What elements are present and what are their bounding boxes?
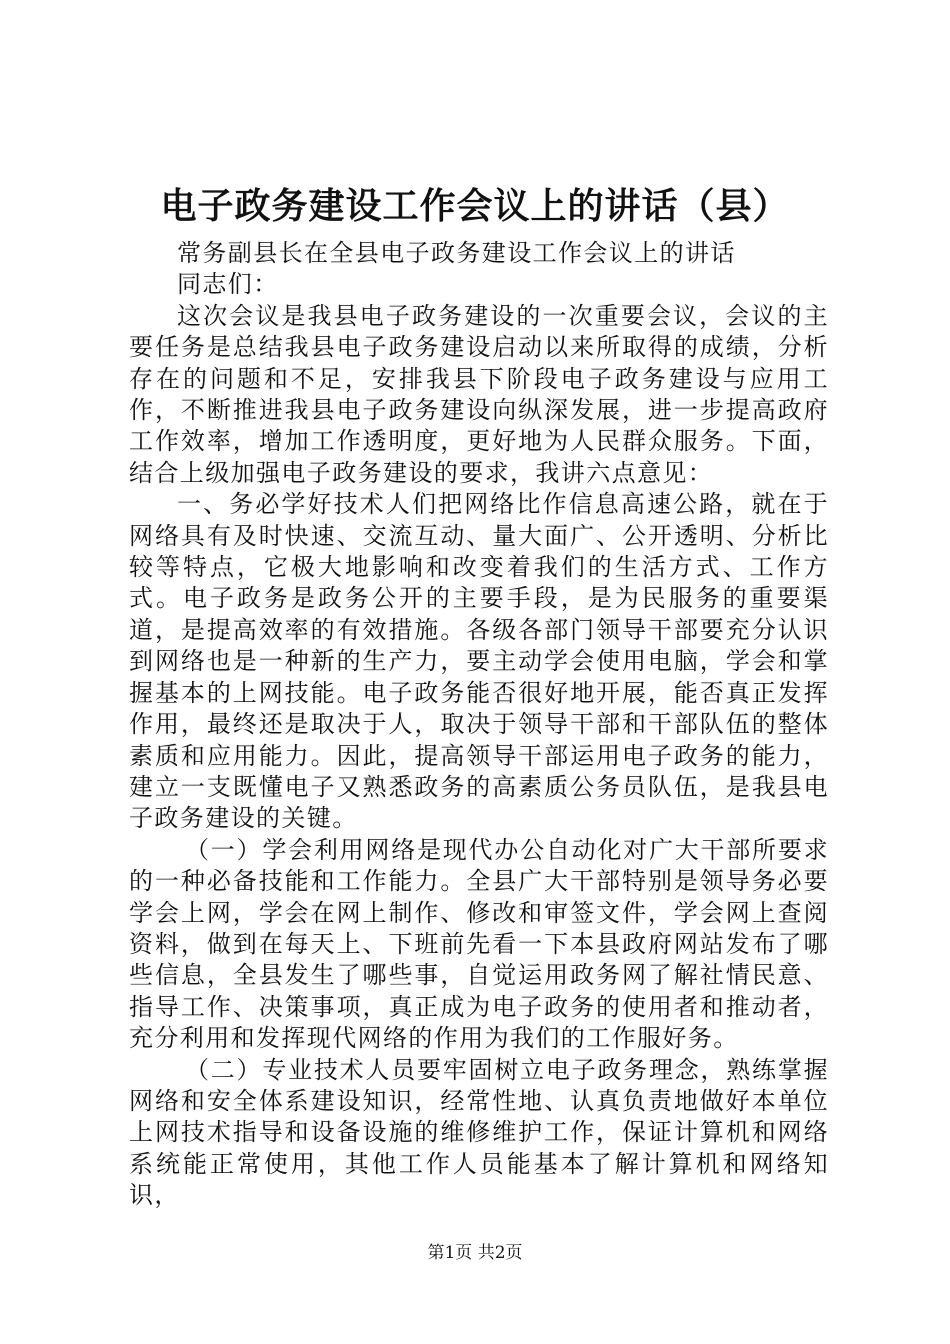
salutation: 同志们： — [177, 270, 279, 299]
body-paragraph-subsection-2: （二）专业技术人员要牢固树立电子政务理念，熟练掌握网络和安全体系建设知识，经常性地、认真负责地做好本单位上网技术指导和设备设施的维修维护工作，保证计算机和网络系统能正常使用，其他工作人员能基本了解计算机和网络知识， — [129, 1055, 829, 1210]
document-body — [129, 238, 829, 1212]
page-number-footer: 第1页 共2页 — [427, 1243, 523, 1263]
body-paragraph-intro: 这次会议是我县电子政务建设的一次重要会议，会议的主要任务是总结我县电子政务建设启动以来所取得的成绩，分析存在的问题和不足，安排我县下阶段电子政务建设与应用工作，不断推进我县电子政务建设向纵深发展，进一步提高政府工作效率，增加工作透明度，更好地为人民群众服务。下面，结合上级加强电子政务建设的要求，我讲六点意见： — [129, 301, 829, 487]
body-paragraph-subsection-1: （一）学会利用网络是现代办公自动化对广大干部所要求的一种必备技能和工作能力。全县广大干部特别是领导务必要学会上网，学会在网上制作、修改和审签文件，学会网上查阅资料，做到在每天上、下班前先看一下本县政府网站发布了哪些信息，全县发生了哪些事，自觉运用政务网了解社情民意、指导工作、决策事项，真正成为电子政务的使用者和推动者，充分利用和发挥现代网络的作用为我们的工作服好务。 — [129, 835, 829, 1053]
document-title: 电子政务建设工作会议上的讲话（县） — [160, 185, 790, 227]
speech-subtitle: 常务副县长在全县电子政务建设工作会议上的讲话 — [177, 239, 736, 267]
body-paragraph-section-1: 一、务必学好技术人们把网络比作信息高速公路，就在于网络具有及时快速、交流互动、量大面广、公开透明、分析比较等特点，它极大地影响和改变着我们的生活方式、工作方式。电子政务是政务公开的主要手段，是为民服务的重要渠道，是提高效率的有效措施。各级各部门领导干部要充分认识到网络也是一种新的生产力，要主动学会使用电脑，学会和掌握基本的上网技能。电子政务能否很好地开展，能否真正发挥作用，最终还是取决于人，取决于领导干部和干部队伍的整体素质和应用能力。因此，提高领导干部运用电子政务的能力，建立一支既懂电子又熟悉政务的高素质公务员队伍，是我县电子政务建设的关键。 — [129, 490, 829, 833]
